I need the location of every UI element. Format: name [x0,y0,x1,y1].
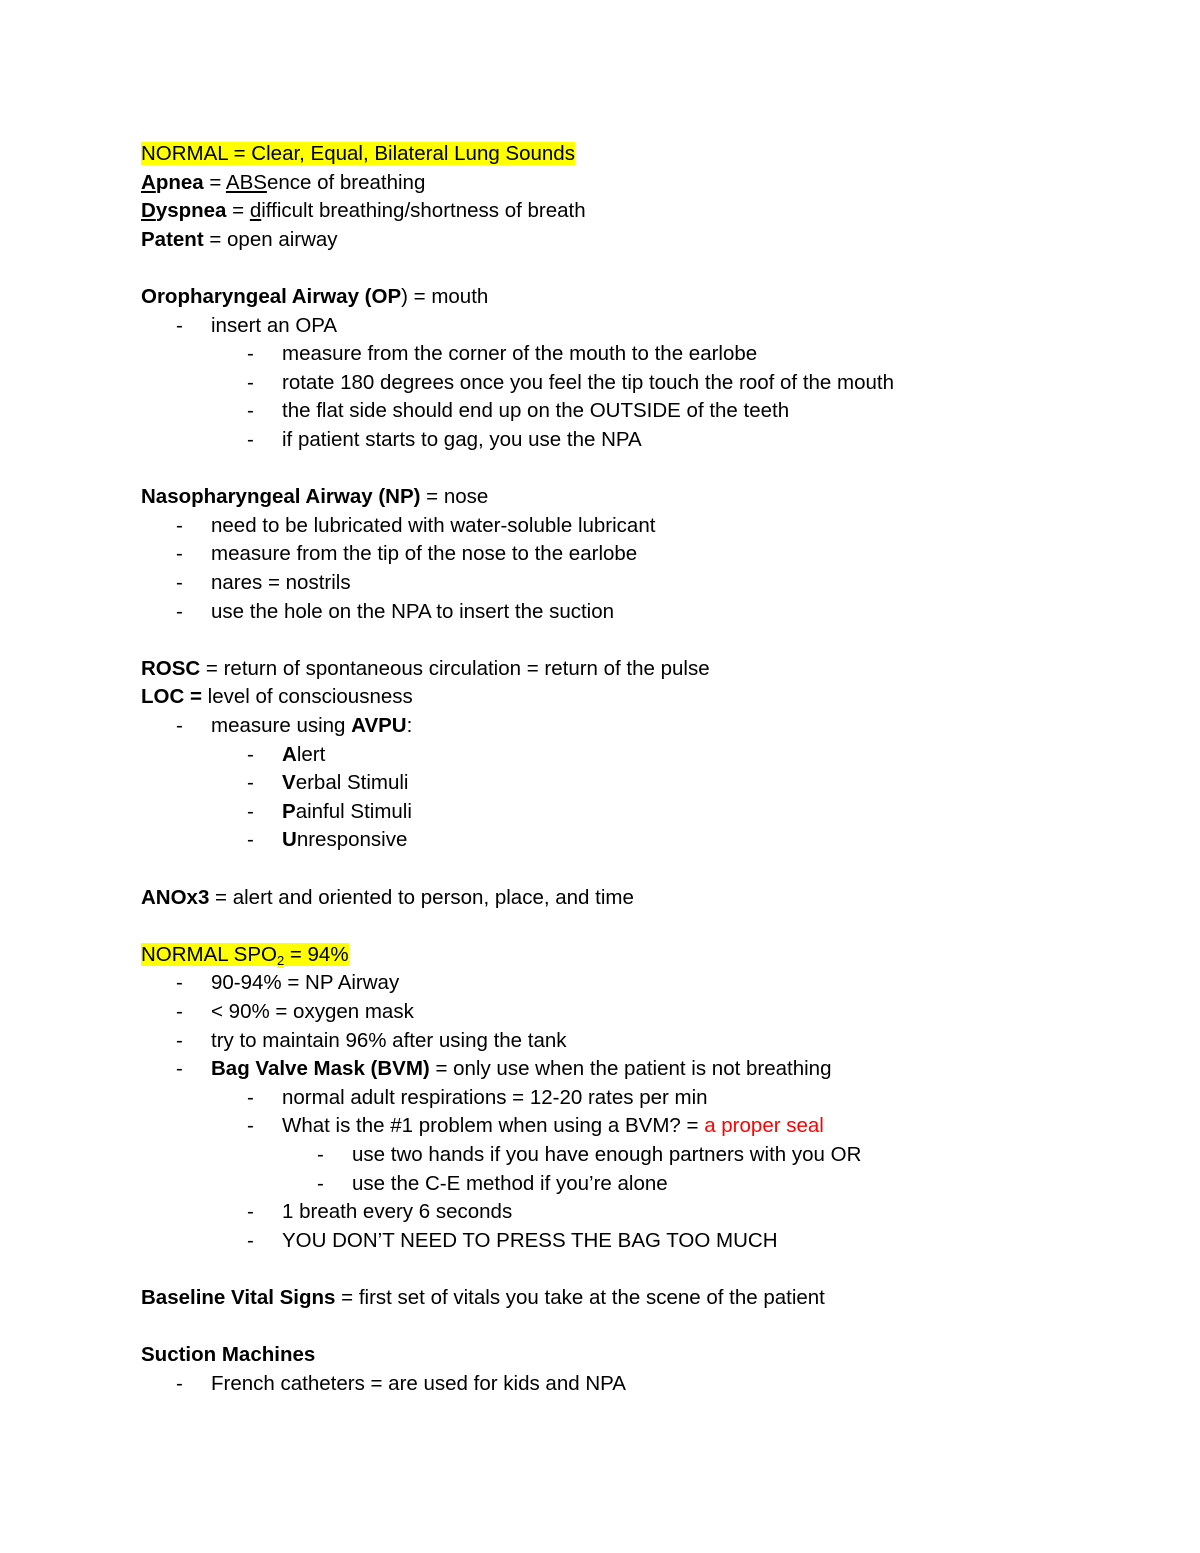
text-run: = return of spontaneous circulation = return of the pulse [200,656,710,680]
doc-bullet-item [176,1055,832,1083]
text-run: 1 breath every 6 seconds [282,1200,513,1224]
text-run: lert [296,742,326,766]
text-run: normal adult respirations = 12-20 rates per min [282,1085,708,1109]
text-run: the flat side should end up on the OUTSIDE of the teeth [282,399,790,423]
doc-bullet-item [176,998,414,1026]
text-run: = 94% [284,942,349,966]
text-run: d [249,199,262,223]
doc-heading-line [141,1341,315,1369]
text-run: Oropharyngeal Airway (OP [141,285,402,308]
bullet-dash: - [176,1000,183,1023]
text-run: use two hands if you have enough partners with you OR [352,1143,862,1166]
doc-bullet-item [247,426,642,454]
doc-bullet-item [176,540,638,568]
text-run: Nasopharyngeal Airway (NP) [141,485,421,509]
text-run: NORMAL SPO [141,942,277,966]
doc-bullet-item [247,1198,513,1226]
doc-bullet-item [247,769,409,797]
bullet-dash: - [247,1200,254,1224]
doc-bullet-item [317,1170,668,1198]
doc-heading-line [141,683,413,711]
bullet-dash: - [176,1028,183,1052]
bullet-dash: - [247,771,254,795]
text-run: = [226,199,250,223]
bullet-dash: - [176,313,183,337]
text-run: insert an OPA [211,313,338,337]
bullet-dash: - [247,1114,254,1138]
text-run: need to be lubricated with water-soluble lubricant [211,513,656,537]
text-run: < 90% = oxygen mask [211,1000,414,1023]
text-run: : [406,714,413,737]
text-run: use the hole on the NPA to insert the suction [211,599,615,623]
doc-heading-line [141,483,488,511]
doc-bullet-item [317,1141,862,1169]
doc-bullet-item [247,1112,824,1140]
text-run: ence of breathing [266,170,426,194]
doc-heading-line [141,226,338,254]
bullet-dash: - [176,513,183,537]
bullet-dash: - [247,1228,254,1252]
doc-bullet-item [247,340,758,368]
bullet-dash: - [247,428,254,451]
text-run: nresponsive [296,828,408,852]
doc-bullet-item [176,1027,567,1055]
text-run: level of consciousness [207,685,413,709]
text-run: A [282,742,297,766]
text-run: French catheters = are used for kids and NPA [211,1371,626,1395]
text-run: pnea [155,170,204,194]
doc-bullet-item [247,826,408,854]
text-run: Patent [141,227,204,251]
text-run: 2 [276,952,285,968]
text-run: What is the #1 problem when using a BVM? = [282,1114,705,1138]
bullet-dash: - [247,399,254,423]
text-run: P [282,799,296,823]
doc-bullet-item [176,712,413,740]
bullet-dash: - [176,1371,183,1395]
bullet-dash: - [176,571,183,594]
doc-bullet-item [247,1227,778,1255]
bullet-dash: - [176,542,183,566]
doc-bullet-item [176,1370,626,1398]
bullet-dash: - [317,1171,324,1195]
text-run: ABS [225,170,267,194]
text-run: nares = nostrils [211,571,351,594]
doc-bullet-item [247,741,326,769]
text-run: ainful Stimuli [295,799,412,823]
text-run: yspnea [155,199,227,223]
text-run: 90-94% = NP Airway [211,971,400,995]
text-run: rotate 180 degrees once you feel the tip touch the roof of the mouth [282,370,894,394]
text-run: a proper seal [704,1114,824,1138]
bullet-dash: - [247,342,254,366]
text-run: Bag Valve Mask (BVM) [211,1057,430,1081]
doc-bullet-item [176,969,400,997]
bullet-dash: - [176,1057,183,1081]
text-run: NORMAL = Clear, Equal, Bilateral Lung Sounds [141,142,575,165]
bullet-dash: - [247,828,254,852]
doc-bullet-item [247,369,894,397]
text-run: = first set of vitals you take at the scene of the patient [335,1286,825,1309]
doc-heading-line [141,140,575,168]
bullet-dash: - [247,370,254,394]
bullet-dash: - [247,1085,254,1109]
text-run: U [282,828,297,852]
text-run: Suction Machines [141,1343,316,1367]
bullet-dash: - [247,799,254,823]
bullet-dash: - [247,742,254,766]
doc-bullet-item [176,312,338,340]
text-run: A [141,170,156,194]
bullet-dash: - [317,1143,324,1166]
text-run: V [282,771,296,795]
text-run: = only use when the patient is not breathing [429,1057,832,1081]
doc-heading-line [141,169,425,197]
text-run: = [203,170,226,194]
text-run: if patient starts to gag, you use the NPA [282,428,642,451]
text-run: AVPU [351,714,407,737]
doc-heading-line [141,655,710,683]
text-run: = nose [420,485,489,509]
text-run: erbal Stimuli [295,771,409,795]
text-run: measure using [211,714,352,737]
text-run: ROSC [141,656,201,680]
bullet-dash: - [176,599,183,623]
text-run: D [141,199,156,223]
bullet-dash: - [176,714,183,737]
text-run: try to maintain 96% after using the tank [211,1028,567,1052]
doc-bullet-item [176,512,656,540]
text-run: ) = mouth [401,285,489,308]
doc-bullet-item [176,569,351,597]
doc-heading-line [141,884,634,912]
text-run: Baseline Vital Signs [141,1286,336,1309]
doc-heading-line [141,283,488,311]
text-run: = open airway [203,227,338,251]
text-run: ANOx3 [141,885,210,909]
doc-bullet-item [247,798,412,826]
doc-bullet-item [176,598,615,626]
doc-heading-line [141,197,586,225]
doc-bullet-item [247,1084,708,1112]
doc-heading-line [141,1284,825,1312]
doc-bullet-item [247,397,790,425]
text-run: use the C-E method if you’re alone [352,1171,668,1195]
bullet-dash: - [176,971,183,995]
text-run: measure from the corner of the mouth to the earlobe [282,342,758,366]
text-run: = alert and oriented to person, place, and time [209,885,634,909]
doc-heading-line [141,941,349,969]
text-run: LOC = [141,685,208,709]
text-run: ifficult breathing/shortness of breath [261,199,586,223]
text-run: measure from the tip of the nose to the earlobe [211,542,638,566]
text-run: YOU DON’T NEED TO PRESS THE BAG TOO MUCH [282,1228,778,1252]
